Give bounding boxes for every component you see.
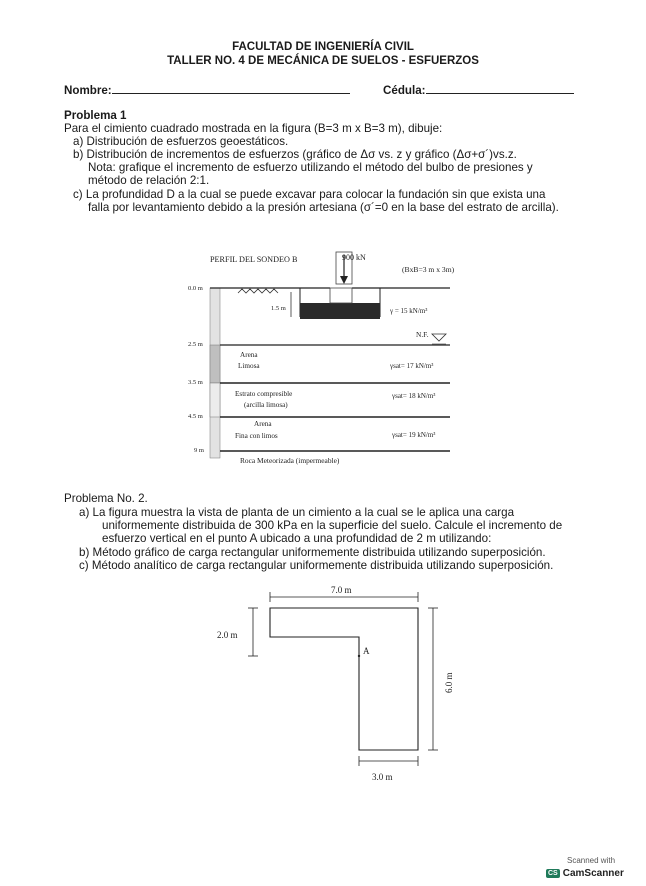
depth-3-5: 3.5 m <box>188 379 203 386</box>
right-dim-label: 6.0 m <box>444 672 454 693</box>
faculty-title: FACULTAD DE INGENIERÍA CIVIL <box>232 41 414 53</box>
problem2-item-b: b) Método gráfico de carga rectangular uniformemente distribuida utilizando superposición. <box>79 546 546 559</box>
depth-2-5: 2.5 m <box>188 341 203 348</box>
point-a-label: A <box>363 646 370 656</box>
name-label: Nombre: <box>64 84 112 97</box>
load-arrow-head <box>340 276 348 284</box>
camscanner-badge: CS <box>548 870 558 877</box>
workshop-title: TALLER NO. 4 DE MECÁNICA DE SUELOS - ESFUERZOS <box>167 55 479 67</box>
layer3-gamma: γsat= 19 kN/m³ <box>392 431 436 439</box>
id-label: Cédula: <box>383 84 426 97</box>
depth-0: 0.0 m <box>188 285 203 292</box>
name-line <box>112 83 350 94</box>
problem1-item-c: c) La profundidad D a la cual se puede excavar para colocar la fundación sin que exista una <box>73 188 546 201</box>
problem1-note: Nota: grafique el incremento de esfuerzo utilizando el método del bulbo de presiones y <box>88 161 533 174</box>
watermark-line2: CamScanner <box>562 868 624 879</box>
water-table-symbol <box>432 334 446 341</box>
depth-9: 9 m <box>194 447 204 454</box>
id-field <box>383 83 574 97</box>
problem1-item-a: a) Distribución de esfuerzos geoestáticos. <box>73 135 289 148</box>
foundation-plan-figure <box>205 580 465 790</box>
bedrock-label: Roca Meteorizada (impermeable) <box>240 456 340 465</box>
profile-title <box>210 255 298 264</box>
layer2-gamma: γsat= 18 kN/m³ <box>392 392 436 400</box>
left-dim-label: 2.0 m <box>217 630 238 640</box>
point-a-marker <box>358 655 360 657</box>
depth-column-band <box>210 345 220 383</box>
column <box>330 288 352 303</box>
layer1-name1: Arena <box>240 351 258 359</box>
footing-dims: (BxB=3 m x 3m) <box>402 265 455 274</box>
load-label: 900 kN <box>342 253 366 262</box>
problem2-item-a: a) La figura muestra la vista de planta de un cimiento a la cual se le aplica una carga <box>79 506 515 519</box>
gamma-label: γ = 15 kN/m³ <box>390 307 428 315</box>
id-line <box>426 83 574 94</box>
layer2-name2: (arcilla limosa) <box>244 401 288 409</box>
ground-hatch <box>238 289 278 293</box>
layer2-name1: Estrato compresible <box>235 390 293 398</box>
problem2-item-c: c) Método analítico de carga rectangular uniformemente distribuida utilizando superposición. <box>79 559 554 572</box>
problem1-note-cont: método de relación 2:1. <box>88 174 210 187</box>
watermark-line1: Scanned with <box>566 856 616 865</box>
layer3-name2: Fina con limos <box>235 432 278 440</box>
problem2-title: Problema No. 2. <box>64 492 148 505</box>
svg-text:PERFIL DEL SONDEO B: PERFIL DEL SONDEO B <box>210 255 298 264</box>
top-dim-label: 7.0 m <box>331 585 352 595</box>
problem2-item-a-cont-2: esfuerzo vertical en el punto A ubicado a una profundidad de 2 m utilizando: <box>102 532 492 545</box>
problem1-intro: Para el cimiento cuadrado mostrada en la figura (B=3 m x B=3 m), dibuje: <box>64 122 443 135</box>
layer3-name1: Arena <box>254 420 272 428</box>
bottom-dim-label: 3.0 m <box>372 772 393 782</box>
layer1-gamma: γsat= 17 kN/m³ <box>390 362 434 370</box>
layer1-name2: Limosa <box>238 362 260 370</box>
problem1-item-c-cont: falla por levantamiento debido a la presión artesiana (σ´=0 en la base del estrato de arcilla). <box>88 201 559 214</box>
water-table-label: N.F. <box>416 330 429 339</box>
problem1-title: Problema 1 <box>64 109 127 122</box>
depth-column-band-2 <box>210 383 220 417</box>
footing <box>300 303 380 319</box>
depth-4-5: 4.5 m <box>188 413 203 420</box>
problem1-item-b: b) Distribución de incrementos de esfuerzos (gráfico de Δσ vs. z y gráfico (Δσ+σ´)vs.z. <box>73 148 517 161</box>
foundation-outline <box>270 608 418 750</box>
camscanner-logo <box>546 867 624 880</box>
soil-profile-figure <box>180 245 480 470</box>
name-field <box>64 83 350 97</box>
footing-depth-label: 1.5 m <box>271 305 286 312</box>
problem2-item-a-cont: uniformemente distribuida de 300 kPa en la superficie del suelo. Calcule el incremento de <box>102 519 563 532</box>
